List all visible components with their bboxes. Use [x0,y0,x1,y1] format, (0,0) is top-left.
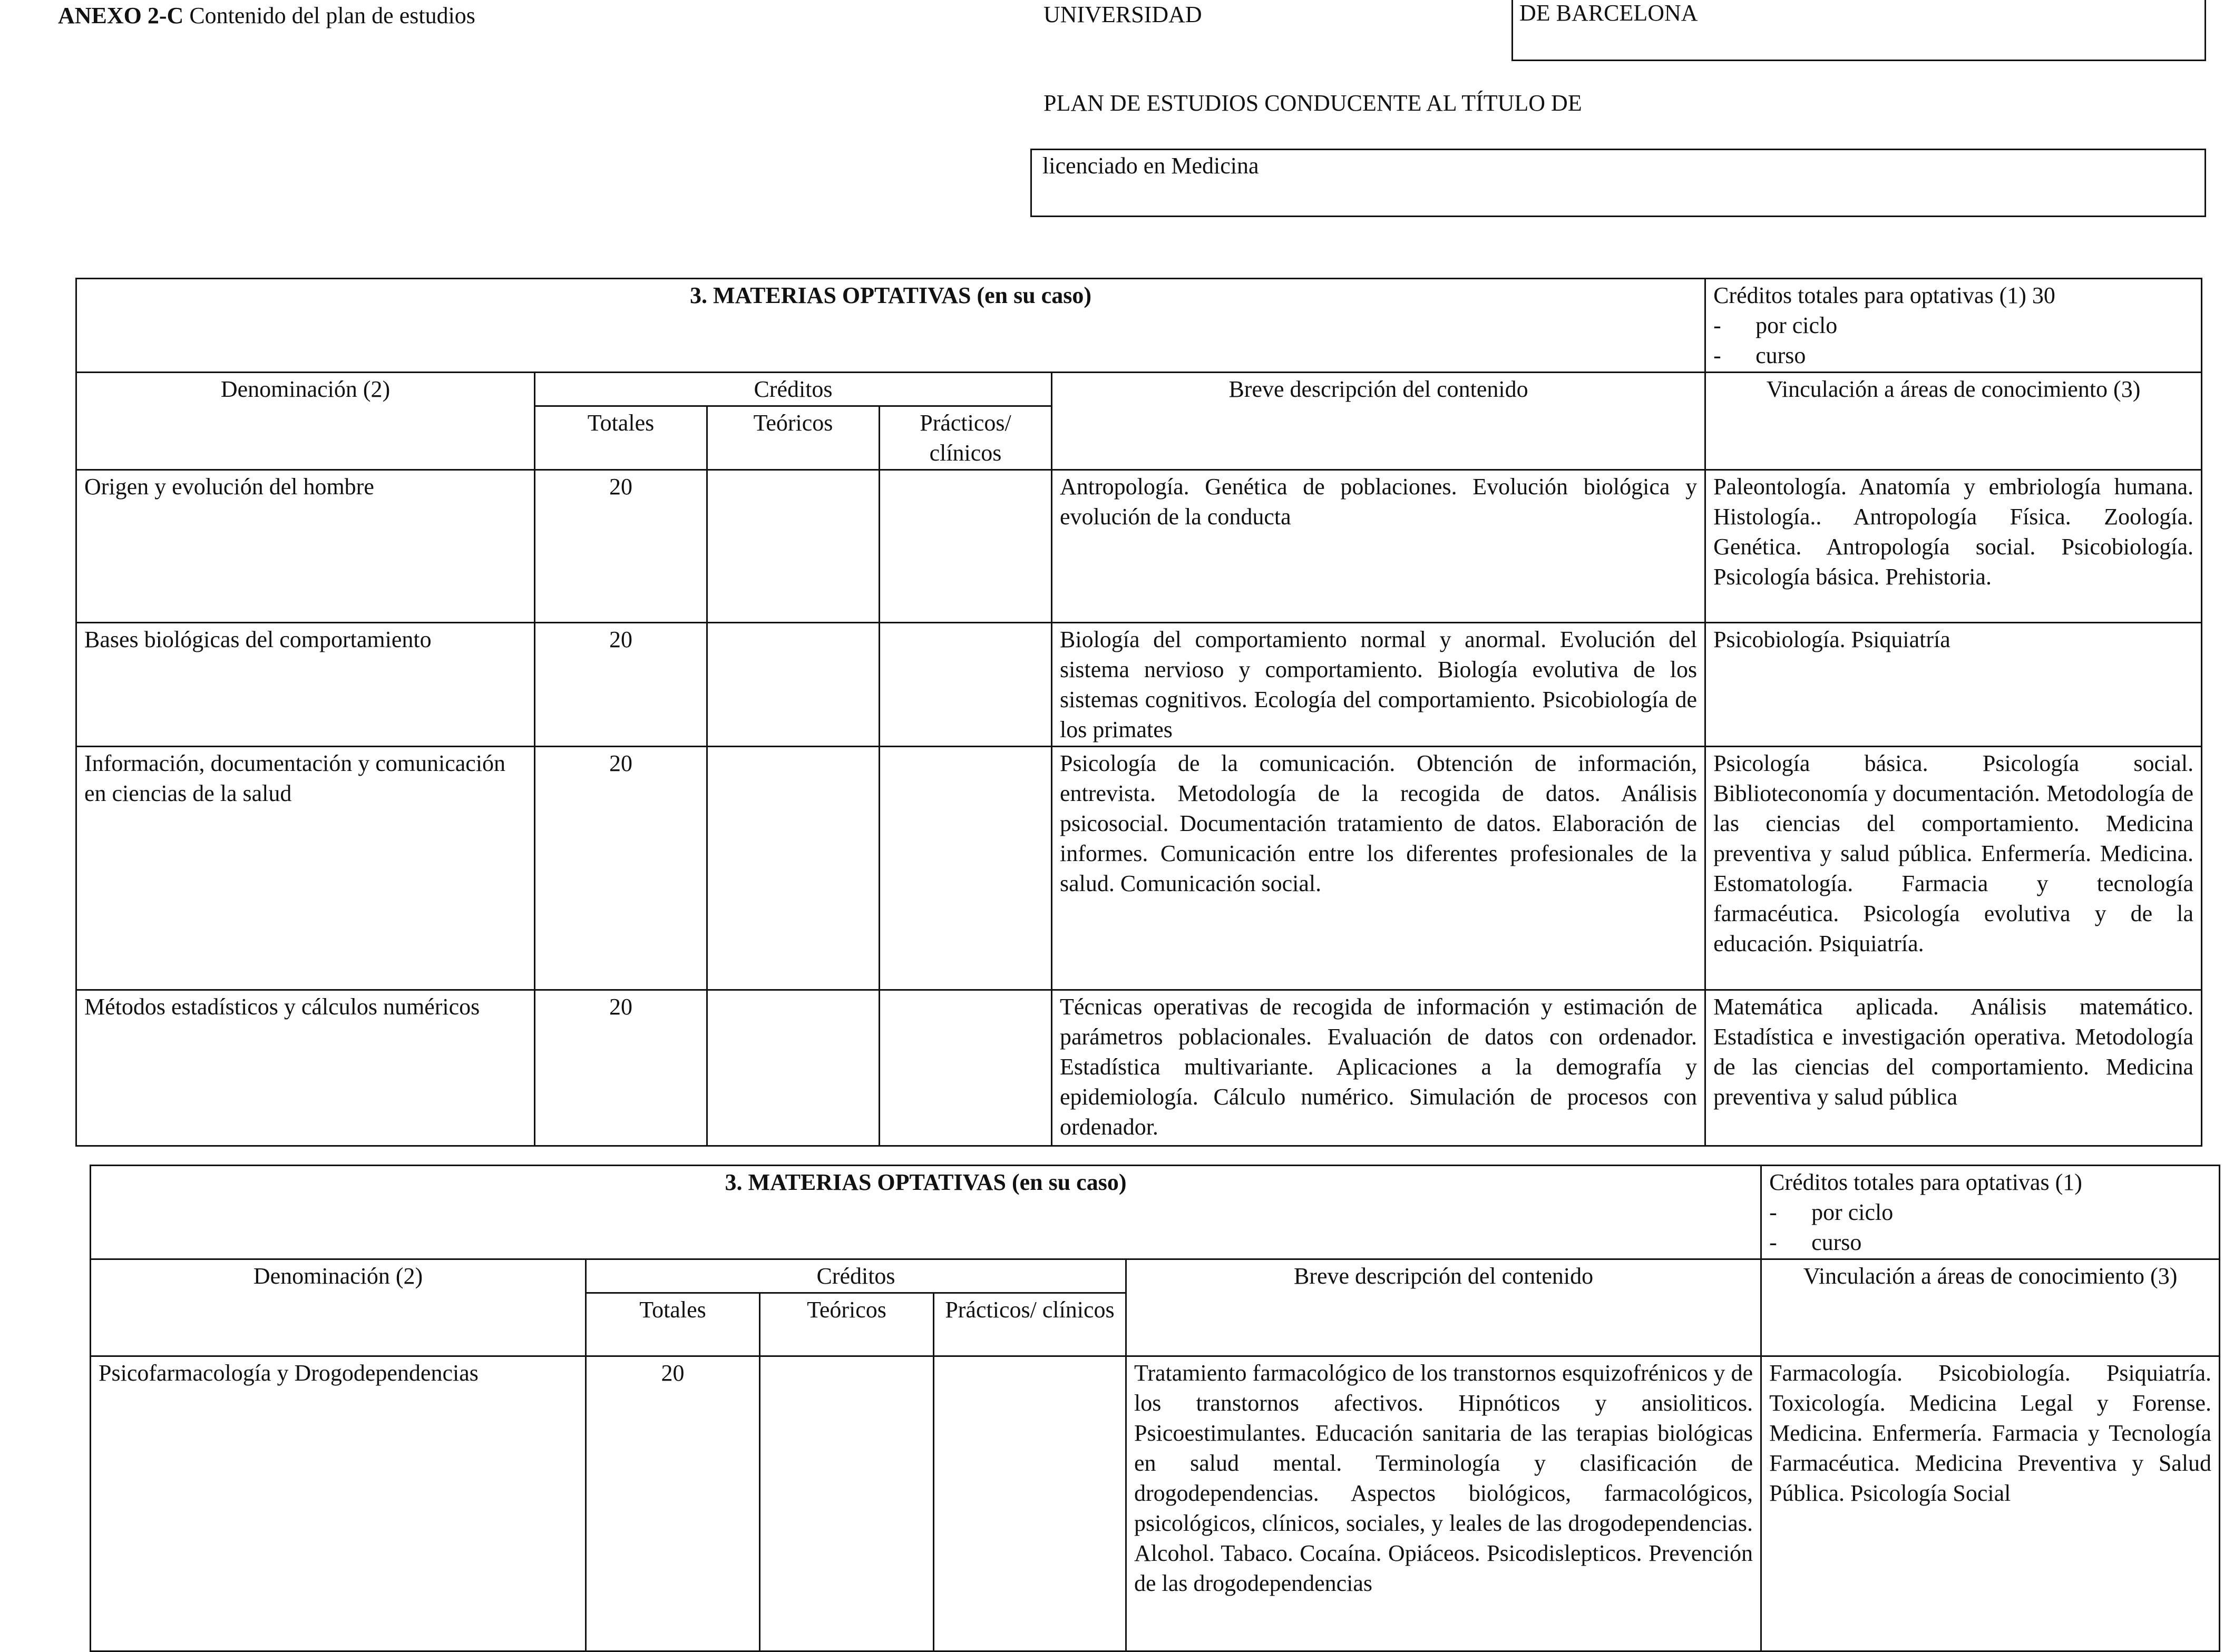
row-totales: 20 [535,747,707,990]
col-totales: Totales [586,1293,760,1356]
row-vinculacion: Farmacología. Psicobiología. Psiquiatría. Toxicología. Medicina Legal y Forense. Medicina. Enfermería. Farmacia y Tecnología Farmacéutica. Medicina Preventiva y Salud Pública. Psicología Social [1761,1356,2220,1651]
col-creditos: Créditos [535,373,1052,406]
table-row [91,1356,2220,1651]
col-denominacion: Denominación (2) [76,373,535,470]
row-totales: 20 [535,623,707,747]
col-vinculacion: Vinculación a áreas de conocimiento (3) [1705,373,2202,470]
anexo-label: ANEXO 2-C Contenido del plan de estudios [58,3,475,28]
credits-summary: Créditos totales para optativas (1) - por ciclo - curso [1761,1166,2220,1259]
table-title: 3. MATERIAS OPTATIVAS (en su caso) [91,1166,1761,1259]
col-denominacion: Denominación (2) [91,1259,586,1356]
row-practicos [880,990,1052,1146]
row-vinculacion: Psicología básica. Psicología social. Biblioteconomía y documentación. Metodología de las ciencias del comportamiento. Medicina preventiva y salud pública. Enfermería. Medicina. Estomatología. Farmacia y tecnología farmacéutica. Psicología evolutiva y de la educación. Psiquiatría. [1705,747,2202,990]
col-creditos: Créditos [586,1259,1126,1293]
table-title: 3. MATERIAS OPTATIVAS (en su caso) [76,279,1705,373]
row-teoricos [707,990,880,1146]
row-name: Psicofarmacología y Drogodependencias [91,1356,586,1651]
col-totales: Totales [535,406,707,470]
table-row [76,747,2202,990]
universidad-field [1511,0,2206,61]
row-teoricos [760,1356,934,1651]
optativas-table-2 [90,1165,2220,1652]
row-descripcion: Tratamiento farmacológico de los transtornos esquizofrénicos y de los transtornos afectivos. Hipnóticos y ansioliticos. Psicoestimulantes. Educación sanitaria de las terapias biológicas en salud mental. Terminología y clasificación de drogodependencias. Aspectos biológicos, farmacológicos, psicológicos, clínicos, sociales, y leales de las drogodependencias. Alcohol. Tabaco. Cocaína. Opiáceos. Psicodislepticos. Prevención de las drogodependencias [1126,1356,1761,1651]
titulo-field [1030,149,2206,217]
credits-summary: Créditos totales para optativas (1) 30 - por ciclo - curso [1705,279,2202,373]
col-descripcion: Breve descripción del contenido [1126,1259,1761,1356]
row-vinculacion: Matemática aplicada. Análisis matemático. Estadística e investigación operativa. Metodología de las ciencias del comportamiento. Medicina preventiva y salud pública [1705,990,2202,1146]
universidad-label: UNIVERSIDAD [1043,2,1202,27]
row-name: Bases biológicas del comportamiento [76,623,535,747]
row-practicos [880,470,1052,623]
row-totales: 20 [535,990,707,1146]
table-row [76,990,2202,1146]
row-descripcion: Biología del comportamiento normal y anormal. Evolución del sistema nervioso y comportamiento. Biología evolutiva de los sistemas cognitivos. Ecología del comportamiento. Psicobiología de los primates [1052,623,1705,747]
row-name: Información, documentación y comunicación en ciencias de la salud [76,747,535,990]
optativas-table-1 [75,278,2202,1147]
col-descripcion: Breve descripción del contenido [1052,373,1705,470]
plan-label: PLAN DE ESTUDIOS CONDUCENTE AL TÍTULO DE [1043,90,1582,116]
col-vinculacion: Vinculación a áreas de conocimiento (3) [1761,1259,2220,1356]
row-practicos [934,1356,1126,1651]
row-totales: 20 [535,470,707,623]
row-practicos [880,623,1052,747]
col-teoricos: Teóricos [707,406,880,470]
row-teoricos [707,623,880,747]
row-practicos [880,747,1052,990]
row-vinculacion: Paleontología. Anatomía y embriología humana. Histología.. Antropología Física. Zoología. Genética. Antropología social. Psicobiología. Psicología básica. Prehistoria. [1705,470,2202,623]
table-row [76,470,2202,623]
row-vinculacion: Psicobiología. Psiquiatría [1705,623,2202,747]
titulo-value: licenciado en Medicina [1042,153,1259,179]
row-totales: 20 [586,1356,760,1651]
row-descripcion: Técnicas operativas de recogida de información y estimación de parámetros poblacionales. Evaluación de datos con ordenador. Estadística multivariante. Aplicaciones a la demografía y epidemiología. Cálculo numérico. Simulación de procesos con ordenador. [1052,990,1705,1146]
col-teoricos: Teóricos [760,1293,934,1356]
row-name: Origen y evolución del hombre [76,470,535,623]
row-name: Métodos estadísticos y cálculos numéricos [76,990,535,1146]
row-teoricos [707,470,880,623]
row-teoricos [707,747,880,990]
col-practicos: Prácticos/ clínicos [934,1293,1126,1356]
universidad-value: DE BARCELONA [1519,0,1698,26]
row-descripcion: Antropología. Genética de poblaciones. Evolución biológica y evolución de la conducta [1052,470,1705,623]
table-row [76,623,2202,747]
row-descripcion: Psicología de la comunicación. Obtención de información, entrevista. Metodología de la recogida de datos. Análisis psicosocial. Documentación tratamiento de datos. Elaboración de informes. Comunicación entre los diferentes profesionales de la salud. Comunicación social. [1052,747,1705,990]
col-practicos: Prácticos/ clínicos [880,406,1052,470]
